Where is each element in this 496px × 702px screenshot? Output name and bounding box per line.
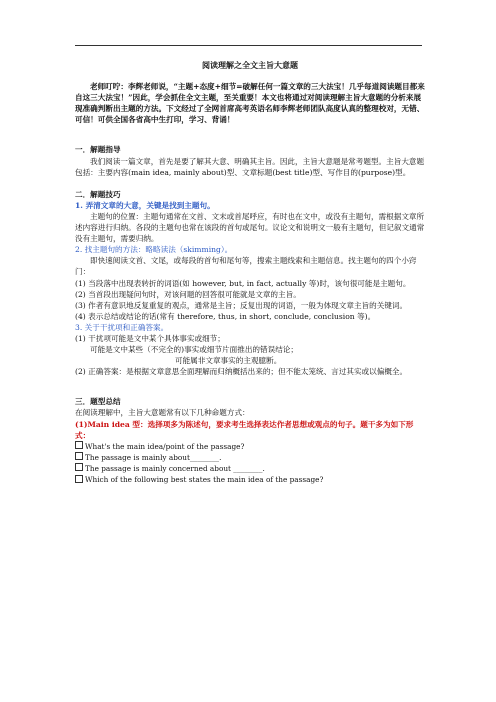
- question-stem-4-text: Which of the following best states the main idea of the passage?: [85, 475, 324, 484]
- section-3-body: 在阅读理解中，主旨大意题常有以下几种命题方式：: [75, 408, 250, 418]
- tip-2-body: 即快速阅读文首、文尾，或每段的首句和尾句等，搜索主题线索和主题信息。找主题句的四个小窍门：: [75, 256, 417, 277]
- section-3-heading: 三．题型总结: [75, 397, 121, 407]
- tip-1-body: 主题句的位置：主题句通常在文首、文末或首尾呼应，有时也在文中，或没有主题句，需根据文章所述内容进行归纳。各段的主题句也常在该段的首句或尾句。议论文和说明文一般有主题句，但记叙文通常没有主题句，需要归纳。: [75, 211, 425, 244]
- correct-answer-note: (2) 正确答案：是根据文章意思全面理解而归纳概括出来的；但不能太笼统、言过其实或以偏概全。: [75, 367, 408, 377]
- trick-2: (2) 当首段出现疑问句时，对该问题的回答很可能就是文章的主旨。: [75, 289, 301, 299]
- tip-3-heading: 3. 关于干扰项和正确答案。: [75, 322, 169, 332]
- question-stem-3: [75, 463, 425, 474]
- section-1-heading: 一．解题指导: [75, 145, 121, 155]
- page-title: 阅读理解之全文主旨大意题: [202, 60, 298, 70]
- trick-3: (3) 作者有意识地反复重复的观点，通常是主旨；反复出现的词语，一般为体现文章主旨的关键词。: [75, 300, 408, 310]
- trick-4: (4) 表示总结或结论的话(常有 therefore, thus, in short, conclude, conclusion 等)。: [75, 311, 376, 321]
- checkbox-icon: [75, 463, 83, 471]
- checkbox-icon: [75, 475, 83, 483]
- distractor-1a: 可能是文中某些（不完全的)事实或细节片面推出的错误结论；: [90, 345, 298, 355]
- tip-2-heading: 2. 找主题句的方法：略略读法（skimming）。: [75, 245, 233, 255]
- question-stem-2-text: The passage is mainly about________.: [85, 452, 222, 462]
- intro-paragraph: 老师叮咛：李辉老师说，“主题+态度+细节=破解任何一篇文章的三大法宝！几乎每道阅读题目都来自这三大法宝！”因此，学会抓住全文主题，至关重要！本文也将通过对阅读理解主旨大意题的分析来展现准确判断出主题的方法。下文经过了全网首席高考英语名师李辉老师团队高度认真的整理校对，无错、可信！可供全国各省高中生打印，学习、背诵！: [75, 82, 425, 125]
- question-stem-2: [75, 452, 425, 463]
- question-stem-3-text: The passage is mainly concerned about ________.: [85, 463, 265, 473]
- trick-1: (1) 当段落中出现表转折的词语(如 however, but, in fact, actually 等)时，该句很可能是主题句。: [75, 278, 411, 288]
- question-stem-1: [75, 441, 425, 452]
- tip-1-heading: 1. 弄清文章的大意，关键是找到主题句。: [75, 200, 215, 210]
- distractor-1: (1) 干扰项可能是文中某个具体事实或细节；: [75, 333, 225, 343]
- question-stem-1-text: What's the main idea/point of the passage?: [85, 441, 245, 451]
- section-2-heading: 二．解题技巧: [75, 189, 121, 199]
- question-type-1: (1)Main idea 型：选择项多为陈述句，要求考生选择表达作者思想或观点的句子。题干多为如下形式：: [75, 419, 414, 440]
- question-stem-4: [75, 474, 425, 485]
- document-body: [75, 60, 425, 485]
- section-1-body: 我们阅读一篇文章，首先是要了解其大意、明确其主旨。因此，主旨大意题是常考题型。主旨大意题包括：主要内容(main idea, mainly about)型、文章标题(best title)型、写作目的(purpose)型。: [75, 156, 425, 177]
- checkbox-icon: [75, 452, 83, 460]
- checkbox-icon: [75, 441, 83, 449]
- distractor-1b: 可能属非文章事实的主观臆断。: [175, 356, 282, 366]
- header-rule: [75, 45, 422, 46]
